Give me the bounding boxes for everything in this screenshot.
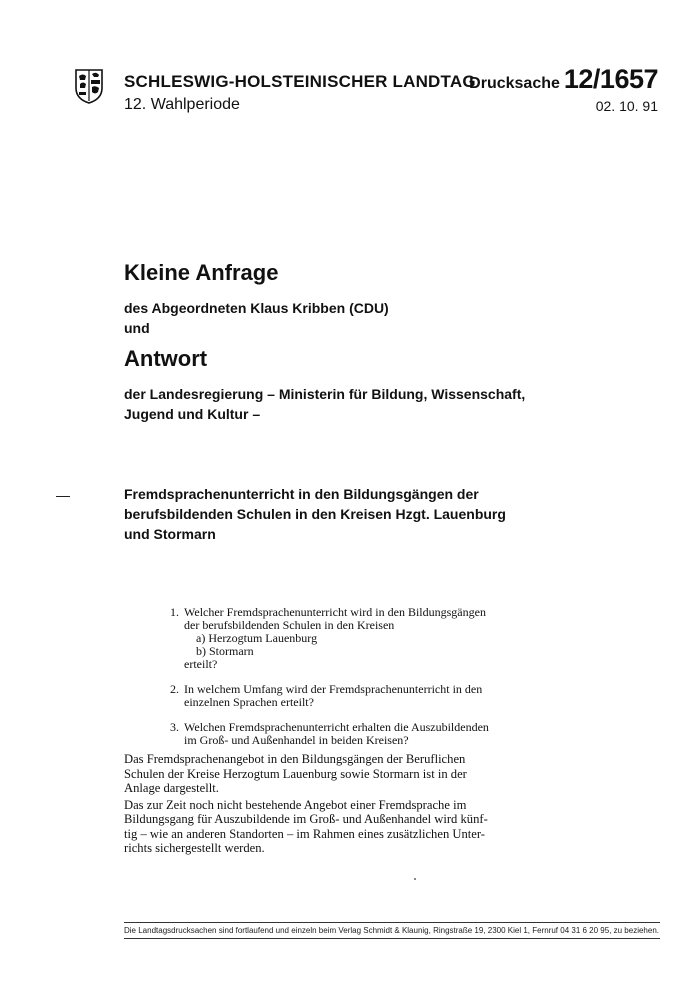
answer-line: richts sichergestellt werden.: [124, 841, 265, 855]
drucksache-label: Drucksache: [469, 75, 560, 92]
heading-kleine-anfrage: Kleine Anfrage: [124, 260, 279, 285]
abgeordneter-line: des Abgeordneten Klaus Kribben (CDU): [124, 300, 389, 316]
answer-line: Das Fremdsprachenangebot in den Bildungsgängen der Beruflichen: [124, 752, 466, 766]
answer-line: Schulen der Kreise Herzogtum Lauenburg sowie Stormarn ist in der: [124, 766, 467, 781]
question-2: [170, 683, 500, 709]
wahlperiode: 12. Wahlperiode: [124, 96, 240, 113]
coat-of-arms-icon: [74, 68, 104, 104]
answer-paragraph-1: [124, 752, 494, 796]
topic-heading: [124, 484, 524, 544]
answer-paragraph-2: [124, 798, 494, 856]
margin-dash: [56, 496, 70, 497]
landesregierung-line-1: der Landesregierung – Ministerin für Bildung, Wissenschaft,: [124, 386, 526, 402]
questions-list: [170, 606, 500, 759]
question-subitem: a) Herzogtum Lauenburg: [196, 631, 318, 645]
question-line: der berufsbildenden Schulen in den Kreisen: [184, 618, 395, 632]
scan-speck: [414, 878, 416, 880]
answer-line: Bildungsgang für Auszubildende im Groß- und Außenhandel wird künf-: [124, 812, 488, 826]
answer-text: [124, 752, 494, 858]
drucksache-block: [469, 64, 658, 95]
footer-rule-bottom: [124, 938, 660, 939]
question-subitem: b) Stormarn: [196, 644, 254, 658]
answer-line: Anlage dargestellt.: [124, 781, 219, 795]
footer-note: Die Landtagsdrucksachen sind fortlaufend und einzeln beim Verlag Schmidt & Klaunig, Ringstraße 19, 2300 Kiel 1, Fernruf 04 31 6 20 95, zu beziehen.: [124, 926, 659, 935]
topic-line: und Stormarn: [124, 526, 216, 542]
question-1: [170, 606, 500, 671]
landesregierung-line-2: Jugend und Kultur –: [124, 406, 261, 422]
question-line: erteilt?: [184, 657, 218, 671]
question-3: [170, 721, 500, 747]
topic-line: berufsbildenden Schulen in den Kreisen Hzgt. Lauenburg: [124, 506, 506, 522]
document-date: 02. 10. 91: [595, 98, 658, 114]
und-line: und: [124, 320, 150, 336]
parliament-name: SCHLESWIG-HOLSTEINISCHER LANDTAG: [124, 72, 476, 91]
answer-line: Das zur Zeit noch nicht bestehende Angebot einer Fremdsprache im: [124, 797, 467, 812]
topic-line: Fremdsprachenunterricht in den Bildungsgängen der: [124, 486, 479, 502]
question-line: In welchem Umfang wird der Fremdsprachenunterricht in den: [184, 682, 483, 696]
heading-antwort: Antwort: [124, 346, 208, 371]
answer-line: tig – wie an anderen Standorten – im Rahmen eines zusätzlichen Unter-: [124, 826, 486, 841]
drucksache-number: 12/1657: [563, 64, 658, 94]
question-line: im Groß- und Außenhandel in beiden Kreisen?: [184, 733, 409, 747]
question-line: Welchen Fremdsprachenunterricht erhalten die Auszubildenden: [184, 720, 489, 734]
question-number: 2.: [170, 682, 179, 696]
footer-rule-top: [124, 922, 660, 923]
question-number: 1.: [170, 605, 179, 619]
question-number: 3.: [170, 720, 179, 734]
question-line: Welcher Fremdsprachenunterricht wird in den Bildungsgängen: [184, 605, 486, 619]
question-line: einzelnen Sprachen erteilt?: [184, 695, 314, 709]
